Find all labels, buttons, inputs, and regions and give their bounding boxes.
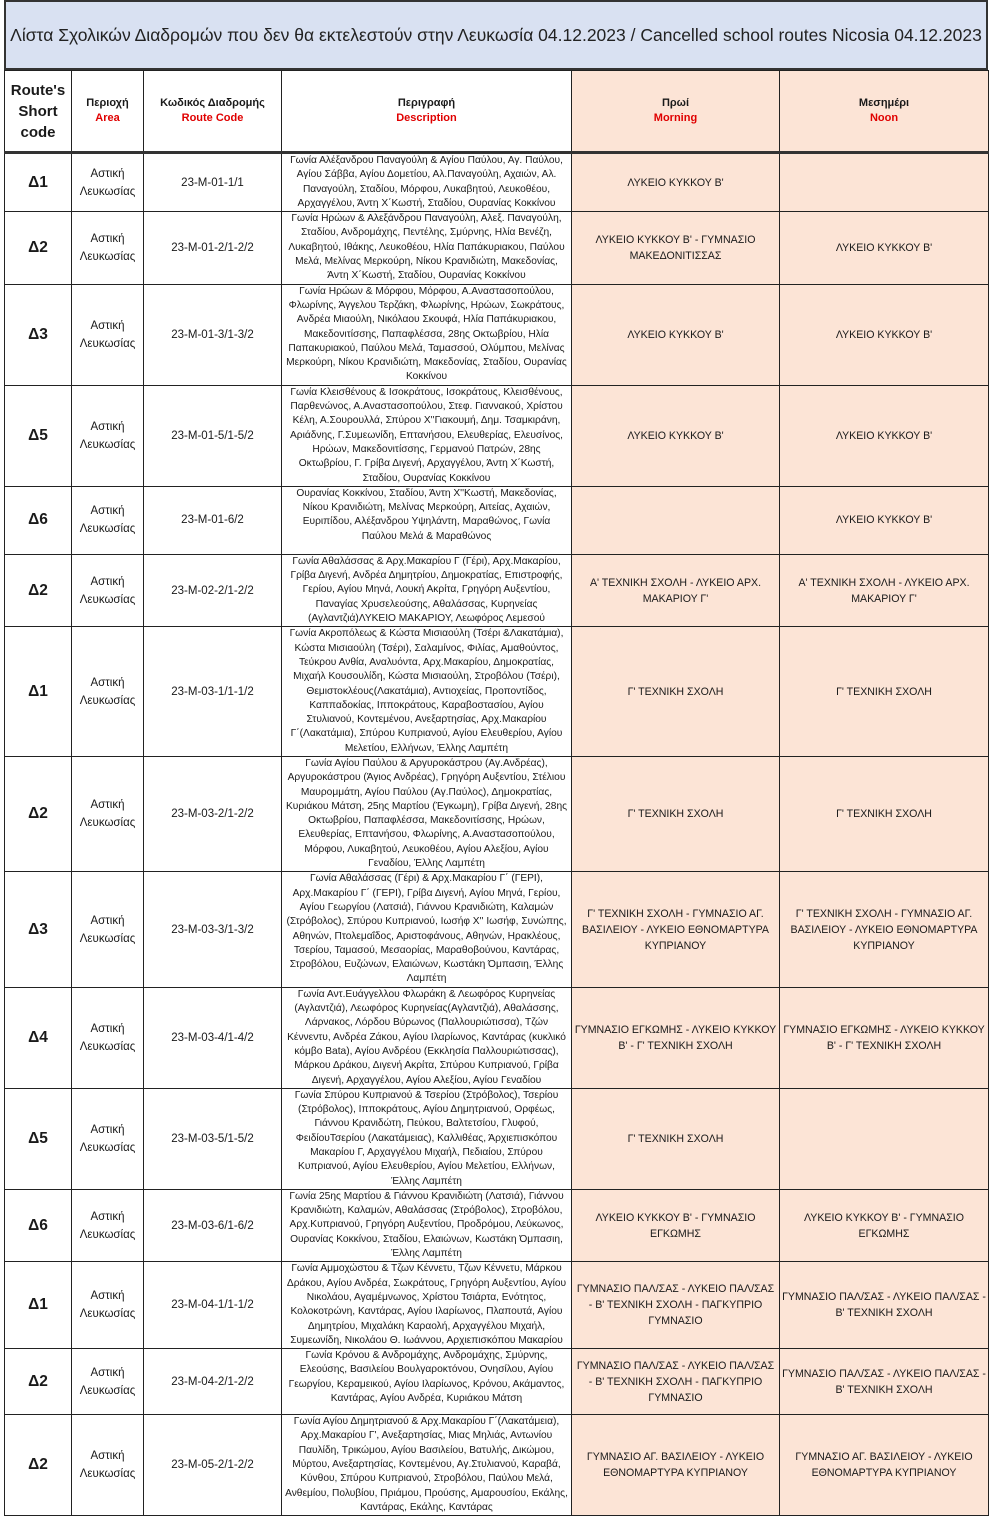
noon-schools: Γ' ΤΕΧΝΙΚΗ ΣΧΟΛΗ [780, 756, 989, 871]
route-area: Αστική Λευκωσίας [72, 1088, 144, 1189]
noon-schools [780, 153, 989, 212]
route-short-code: Δ5 [5, 1088, 72, 1189]
route-code: 23-M-03-3/1-3/2 [144, 872, 282, 987]
noon-schools: ΓΥΜΝΑΣΙΟ ΠΑΛ/ΣΑΣ - ΛΥΚΕΙΟ ΠΑΛ/ΣΑΣ - Β' ΤΕΧΝΙΚΗ ΣΧΟΛΗ [780, 1349, 989, 1415]
header-route-code-gr: Κωδικός Διαδρομής [160, 97, 265, 109]
noon-schools: ΛΥΚΕΙΟ ΚΥΚΚΟΥ Β' [780, 212, 989, 284]
route-short-code: Δ1 [5, 627, 72, 757]
route-code: 23-M-01-5/1-5/2 [144, 385, 282, 486]
header-noon-en: Noon [869, 112, 899, 124]
table-row [5, 1189, 989, 1261]
table-row [5, 486, 989, 554]
table-row [5, 1415, 989, 1516]
document [4, 0, 988, 1516]
table-row [5, 1262, 989, 1349]
table-row [5, 212, 989, 284]
table-row [5, 1088, 989, 1189]
route-short-code: Δ3 [5, 872, 72, 987]
header-morning-en: Morning [653, 112, 698, 124]
noon-schools: ΛΥΚΕΙΟ ΚΥΚΚΟΥ Β' - ΓΥΜΝΑΣΙΟ ΕΓΚΩΜΗΣ [780, 1189, 989, 1261]
noon-schools: ΛΥΚΕΙΟ ΚΥΚΚΟΥ Β' [780, 284, 989, 385]
route-area: Αστική Λευκωσίας [72, 284, 144, 385]
route-description: Ουρανίας Κοκκίνου, Σταδίου, Άντη Χ''Κωστή, Μακεδονίας, Νίκου Κρανιδιώτη, Μελίνας Μερκούρη, Αιτείας, Αχαιών, Ευριπίδου, Αλέξανδρου Υψηλάντη, Μαραθώνος, Γωνία Παύλου Μελά & Μαραθώνος [282, 486, 572, 554]
header-morning [572, 71, 780, 153]
route-area: Αστική Λευκωσίας [72, 1189, 144, 1261]
page-title: Λίστα Σχολικών Διαδρομών που δεν θα εκτελεστούν στην Λευκωσία 04.12.2023 / Cancelled school routes Nicosia 04.12.2023 [4, 0, 988, 70]
table-body [5, 153, 989, 1516]
table-row [5, 627, 989, 757]
route-short-code: Δ2 [5, 1349, 72, 1415]
route-short-code: Δ5 [5, 385, 72, 486]
route-description: Γωνία Αθαλάσσας & Αρχ.Μακαρίου Γ (Γέρι), Αρχ.Μακαρίου, Γρίβα Διγενή, Ανδρέα Δημητρίου, Δημοκρατίας, Επιστροφής, Γερίου, Αγίου Μηνά, Λουκή Ακρίτα, Γρηγόρη Αυξεντίου, Παναγίας Χρυσελεούσης, Αθαλάσσας, Κυρηνείας (Αγλαντζιά)ΛΥΚΕΙΟ ΜΑΚΑΡΙΟΥ, Λεωφόρος Λεμεσού [282, 554, 572, 626]
route-short-code: Δ2 [5, 756, 72, 871]
table-row [5, 284, 989, 385]
header-row [5, 71, 989, 153]
route-area: Αστική Λευκωσίας [72, 987, 144, 1088]
morning-schools: Γ' ΤΕΧΝΙΚΗ ΣΧΟΛΗ [572, 756, 780, 871]
header-area-en: Area [95, 112, 120, 124]
morning-schools: Γ' ΤΕΧΝΙΚΗ ΣΧΟΛΗ [572, 627, 780, 757]
header-short-code: Route's Short code [5, 71, 72, 153]
morning-schools: ΛΥΚΕΙΟ ΚΥΚΚΟΥ Β' [572, 385, 780, 486]
route-short-code: Δ4 [5, 987, 72, 1088]
table-row [5, 1349, 989, 1415]
morning-schools: ΛΥΚΕΙΟ ΚΥΚΚΟΥ Β' - ΓΥΜΝΑΣΙΟ ΕΓΚΩΜΗΣ [572, 1189, 780, 1261]
route-short-code: Δ2 [5, 554, 72, 626]
noon-schools: ΛΥΚΕΙΟ ΚΥΚΚΟΥ Β' [780, 486, 989, 554]
morning-schools: Γ' ΤΕΧΝΙΚΗ ΣΧΟΛΗ [572, 1088, 780, 1189]
route-code: 23-M-01-2/1-2/2 [144, 212, 282, 284]
route-description: Γωνία Ακροπόλεως & Κώστα Μισιαούλη (Τσέρι &Λακατάμια), Κώστα Μισιαούλη (Τσέρι), Σαλαμίνος, Φιλίας, Αμαθούντος, Τεύκρου Ανθία, Αναλυόντα, Αρχ.Μακαρίου, Δημοκρατίας, Μιχαήλ Κουσουλίδη, Κώστα Μισιαούλη, Στροβόλου (Τσέρι), Θεμιστοκλέους(Λακατάμια), Αντιοχείας, Προποντίδος, Καππαδοκίας, Ιπποκράτους, Καραβοστασίου, Αγίου Στυλιανού, Κοντεμένου, Ανεξαρτησίας, Αρχ.Μακαρίου Γ΄(Λακατάμια), Σπύρου Κυπριανού, Αγίου Ελευθερίου, Αγίου Μελετίου, Ελλήνων, Έλλης Λαμπέτη [282, 627, 572, 757]
route-description: Γωνία Αντ.Ευάγγελλου Φλωράκη & Λεωφόρος Κυρηνείας (Αγλαντζιά), Λεωφόρος Κυρηνείας(Αγλαντζιά), Αθαλάσσης, Λάρνακος, Λόρδου Βύρωνος (Παλλουριώτισσα), Τζών Κέννεντυ, Ανδρέα Ζάκου, Αγίου Ιλαρίωνος, Καντάρας (κυκλικό κόμβο Bata), Αγίου Ανδρέου (Εκκλησία Παλλουριώτισσας), Μάρκου Δράκου, Διγενή Ακρίτα, Σπύρου Κυπριανού, Γρίβα Διγενή, Αρχαγγέλου, Αγίου Αλεξίου, Αγίου Γεναδίου [282, 987, 572, 1088]
route-short-code: Δ1 [5, 153, 72, 212]
route-area: Αστική Λευκωσίας [72, 1415, 144, 1516]
route-description: Γωνία Αμμοχώστου & Τζων Κέννετυ, Τζων Κέννετυ, Μάρκου Δράκου, Αγίου Ανδρέα, Σωκράτους, Γρηγόρη Αυξεντίου, Αγίου Νικολάου, Αγαμέμνωνος, Χρίστου Τσιάρτα, Ενότητος, Κολοκοτρώνη, Καντάρας, Αγίου Ιλαρίωνος, Πλαπουτά, Αγίου Δημητρίου, Μιχαλάκη Καραολή, Αρχαγγέλου Μιχαήλ, Συμεωνίδη, Νικολάου Θ. Ιωάννου, Αρχιεπισκόπου Μακαρίου [282, 1262, 572, 1349]
morning-schools: ΛΥΚΕΙΟ ΚΥΚΚΟΥ Β' [572, 284, 780, 385]
noon-schools: ΓΥΜΝΑΣΙΟ ΑΓ. ΒΑΣΙΛΕΙΟΥ - ΛΥΚΕΙΟ ΕΘΝΟΜΑΡΤΥΡΑ ΚΥΠΡΙΑΝΟΥ [780, 1415, 989, 1516]
morning-schools: ΓΥΜΝΑΣΙΟ ΠΑΛ/ΣΑΣ - ΛΥΚΕΙΟ ΠΑΛ/ΣΑΣ - Β' ΤΕΧΝΙΚΗ ΣΧΟΛΗ - ΠΑΓΚΥΠΡΙΟ ΓΥΜΝΑΣΙΟ [572, 1349, 780, 1415]
route-code: 23-M-04-1/1-1/2 [144, 1262, 282, 1349]
route-area: Αστική Λευκωσίας [72, 1349, 144, 1415]
table-row [5, 153, 989, 212]
noon-schools: Γ' ΤΕΧΝΙΚΗ ΣΧΟΛΗ - ΓΥΜΝΑΣΙΟ ΑΓ. ΒΑΣΙΛΕΙΟΥ - ΛΥΚΕΙΟ ΕΘΝΟΜΑΡΤΥΡΑ ΚΥΠΡΙΑΝΟΥ [780, 872, 989, 987]
route-code: 23-M-03-6/1-6/2 [144, 1189, 282, 1261]
noon-schools: ΓΥΜΝΑΣΙΟ ΠΑΛ/ΣΑΣ - ΛΥΚΕΙΟ ΠΑΛ/ΣΑΣ - Β' ΤΕΧΝΙΚΗ ΣΧΟΛΗ [780, 1262, 989, 1349]
route-short-code: Δ3 [5, 284, 72, 385]
route-short-code: Δ2 [5, 212, 72, 284]
header-description [282, 71, 572, 153]
table-row [5, 554, 989, 626]
header-noon-gr: Μεσημέρι [858, 97, 910, 109]
route-short-code: Δ1 [5, 1262, 72, 1349]
routes-table [4, 70, 989, 1516]
noon-schools: ΓΥΜΝΑΣΙΟ ΕΓΚΩΜΗΣ - ΛΥΚΕΙΟ ΚΥΚΚΟΥ Β' - Γ' ΤΕΧΝΙΚΗ ΣΧΟΛΗ [780, 987, 989, 1088]
table-row [5, 385, 989, 486]
route-description: Γωνία 25ης Μαρτίου & Γιάννου Κρανιδιώτη (Λατσιά), Γιάννου Κρανιδιώτη, Καλαμών, Αθαλάσσας (Στρόβολος), Στροβόλου, Αρχ.Κυπριανού, Γρηγόρη Αυξεντίου, Προδρόμου, Λεύκωνος, Ουρανίας Κοκκίνου, Σταδίου, Ελαιώνων, Κωστάκη Όμπασιη, Έλλης Λαμπέτη [282, 1189, 572, 1261]
route-code: 23-M-03-1/1-1/2 [144, 627, 282, 757]
route-short-code: Δ6 [5, 1189, 72, 1261]
header-description-en: Description [396, 112, 457, 124]
route-description: Γωνία Αλέξανδρου Παναγούλη & Αγίου Παύλου, Αγ. Παύλου, Αγίου Σάββα, Αγίου Δομετίου, Αλ.Παναγούλη, Αχαιών, Αλ. Παναγούλη, Σταδίου, Μόρφου, Λυκαβητού, Λευκοθέου, Αρχαγγέλου, Άντη Χ΄Κωστή, Σταδίου, Ουρανίας Κοκκίνου [282, 153, 572, 212]
morning-schools: Α' ΤΕΧΝΙΚΗ ΣΧΟΛΗ - ΛΥΚΕΙΟ ΑΡΧ. ΜΑΚΑΡΙΟΥ Γ' [572, 554, 780, 626]
route-area: Αστική Λευκωσίας [72, 153, 144, 212]
route-area: Αστική Λευκωσίας [72, 486, 144, 554]
route-code: 23-M-01-6/2 [144, 486, 282, 554]
route-code: 23-M-03-2/1-2/2 [144, 756, 282, 871]
route-area: Αστική Λευκωσίας [72, 385, 144, 486]
route-area: Αστική Λευκωσίας [72, 627, 144, 757]
header-noon [780, 71, 989, 153]
morning-schools: ΓΥΜΝΑΣΙΟ ΕΓΚΩΜΗΣ - ΛΥΚΕΙΟ ΚΥΚΚΟΥ Β' - Γ' ΤΕΧΝΙΚΗ ΣΧΟΛΗ [572, 987, 780, 1088]
table-row [5, 756, 989, 871]
header-area [72, 71, 144, 153]
route-short-code: Δ2 [5, 1415, 72, 1516]
route-code: 23-M-05-2/1-2/2 [144, 1415, 282, 1516]
route-description: Γωνία Σπύρου Κυπριανού & Τσερίου (Στρόβολος), Τσερίου (Στρόβολος), Ιπποκράτους, Αγίου Δημητριανού, Ορφέως, Γιάννου Κρανιδώτη, Πεύκου, Βαλτετσίου, Γλυφού, ΦειδίουΤσερίου (Λακατάμειας), Καλλιθέας, Άρχιεπισκόπου Μακαρίου Γ, Αρχαγγέλου Μιχαήλ, Πεδιαίου, Σπύρου Κυπριανού, Αγίου Ελευθερίου, Αγίου Μελετίου, Ελλήνων, Έλλης Λαμπέτη [282, 1088, 572, 1189]
morning-schools: Γ' ΤΕΧΝΙΚΗ ΣΧΟΛΗ - ΓΥΜΝΑΣΙΟ ΑΓ. ΒΑΣΙΛΕΙΟΥ - ΛΥΚΕΙΟ ΕΘΝΟΜΑΡΤΥΡΑ ΚΥΠΡΙΑΝΟΥ [572, 872, 780, 987]
route-code: 23-M-01-1/1 [144, 153, 282, 212]
morning-schools [572, 486, 780, 554]
route-description: Γωνία Ηρώων & Αλεξάνδρου Παναγούλη, Αλεξ. Παναγούλη, Σταδίου, Ανδρομάχης, Πεντέλης, Σμύρνης, Ηλία Βενέζη, Λυκαβητού, Ιθάκης, Λευκοθέου, Ηλία Παπάκυριακου, Παύλου Μελά, Μελίνας Μερκούρη, Νίκου Κρανιδιώτη, Μακεδονίας, Άντη Χ΄Κωστή, Σταδίου, Ουρανίας Κοκκίνου [282, 212, 572, 284]
morning-schools: ΛΥΚΕΙΟ ΚΥΚΚΟΥ Β' [572, 153, 780, 212]
route-code: 23-M-02-2/1-2/2 [144, 554, 282, 626]
noon-schools: ΛΥΚΕΙΟ ΚΥΚΚΟΥ Β' [780, 385, 989, 486]
route-area: Αστική Λευκωσίας [72, 1262, 144, 1349]
route-code: 23-M-03-5/1-5/2 [144, 1088, 282, 1189]
route-description: Γωνία Αθαλάσσας (Γέρι) & Αρχ.Μακαρίου Γ΄ (ΓΕΡΙ), Αρχ.Μακαρίου Γ΄ (ΓΕΡΙ), Γρίβα Διγενή, Αγίου Μηνά, Γερίου, Αγίου Γεωργίου (Λατσιά), Γιάννου Κρανιδιώτη, Καλαμών (Στρόβολος), Σπύρου Κυπριανού, Ιωσήφ Χ'' Ιωσήφ, Συνώπης, Αθηνών, Πτολεμαΐδος, Αριστοφάνους, Αθηνών, Ηρακλέους, Τσερίου, Ταμασού, Μεσαορίας, Μαραθοβούνου, Καντάρας, Στροβόλου, Ευζώνων, Ελαιώνων, Κωστάκη Όμπασιη, Έλλης Λαμπέτη [282, 872, 572, 987]
route-area: Αστική Λευκωσίας [72, 756, 144, 871]
route-description: Γωνία Ηρώων & Μόρφου, Μόρφου, Α.Αναστασοπούλου, Φλωρίνης, Άγγελου Τερζάκη, Φλωρίνης, Ηρώων, Σωκράτους, Ανδρέα Μιαούλη, Νικόλαου Σκουφά, Ηλία Παπάκυριακου, Μακεδονιτίσσης, Παπαφλέσσα, 28ης Οκτωβρίου, Ηλία Παπακυριακού, Παύλου Μελά, Ταμασσού, Ολύμπου, Μελίνας Μερκούρη, Νίκου Κρανιδιώτη, Μακεδονίας, Σταδίου, Ουρανίας Κοκκίνου [282, 284, 572, 385]
header-morning-gr: Πρωί [661, 97, 690, 109]
table-row [5, 987, 989, 1088]
morning-schools: ΛΥΚΕΙΟ ΚΥΚΚΟΥ Β' - ΓΥΜΝΑΣΙΟ ΜΑΚΕΔΟΝΙΤΙΣΣΑΣ [572, 212, 780, 284]
header-description-gr: Περιγραφή [397, 97, 456, 109]
header-route-code [144, 71, 282, 153]
route-description: Γωνία Αγίου Παύλου & Αργυροκάστρου (Αγ.Ανδρέας), Αργυροκάστρου (Άγιος Ανδρέας), Γρηγόρη Αυξεντίου, Στέλιου Μαυρομμάτη, Αγίου Παύλου (Αγ.Παύλος), Δημοκρατίας, Κυριάκου Μάτση, 25ης Μαρτίου (Έγκωμη), Γρίβα Διγενή, 28ης Οκτωβρίου, Παπαφλέσσα, Μακεδονιτίσσης, Ηρώων, Ελευθερίας, Επτανήσου, Φλωρίνης, Α.Αναστασοπούλου, Μόρφου, Λυκαβητού, Λευκοθέου, Αγίου Αλεξίου, Αγίου Γεναδίου, Έλλης Λαμπέτη [282, 756, 572, 871]
route-description: Γωνία Αγίου Δημητριανού & Αρχ.Μακαρίου Γ΄(Λακατάμεια), Αρχ.Μακαρίου Γ', Ανεξαρτησίας, Μιας Μηλιάς, Αντωνίου Παυλίδη, Τρικώμου, Αγίου Βασιλείου, Βατυλής, Δικώμου, Μύρτου, Ανεξαρτησίας, Κοντεμένου, Αγ.Στυλιανού, Καραβά, Κύνθου, Σπύρου Κυπριανού, Στροβόλου, Παύλου Μελά, Ανθεμίου, Πολυβίου, Πριάμου, Προύσης, Αμαρουσίου, Εκάλης, Καντάρας, Εκάλης, Καντάρας [282, 1415, 572, 1516]
header-area-gr: Περιοχή [86, 97, 129, 109]
route-area: Αστική Λευκωσίας [72, 872, 144, 987]
route-description: Γωνία Κρόνου & Ανδρομάχης, Ανδρομάχης, Σμύρνης, Ελεούσης, Βασιλείου Βουλγαροκτόνου, Ονησίλου, Αγίου Γεωργίου, Κεραμεικού, Αγίου Ιλαρίωνος, Κρόνου, Ακάμαντος, Καντάρας, Αγίου Ανδρέα, Κυριάκου Μάτση [282, 1349, 572, 1415]
route-code: 23-M-03-4/1-4/2 [144, 987, 282, 1088]
route-area: Αστική Λευκωσίας [72, 554, 144, 626]
noon-schools: Α' ΤΕΧΝΙΚΗ ΣΧΟΛΗ - ΛΥΚΕΙΟ ΑΡΧ. ΜΑΚΑΡΙΟΥ Γ' [780, 554, 989, 626]
route-code: 23-M-01-3/1-3/2 [144, 284, 282, 385]
noon-schools [780, 1088, 989, 1189]
table-row [5, 872, 989, 987]
header-route-code-en: Route Code [181, 112, 244, 124]
morning-schools: ΓΥΜΝΑΣΙΟ ΑΓ. ΒΑΣΙΛΕΙΟΥ - ΛΥΚΕΙΟ ΕΘΝΟΜΑΡΤΥΡΑ ΚΥΠΡΙΑΝΟΥ [572, 1415, 780, 1516]
route-description: Γωνία Κλεισθένους & Ισοκράτους, Ισοκράτους, Κλεισθένους, Παρθενώνος, Α.Αναστασοπούλου, Στεφ. Γιαννακού, Χρίστου Κέλη, Α.Σουρουλλά, Σπύρου Χ''Γιακουμή, Δημ. Τσαμκιράνη, Αριάδνης, Γ.Συμεωνίδη, Επτανήσου, Ελευθερίας, Ελευσίνος, Ηρώων, Μακεδονιτίσσης, Γερμανού Πατρών, 28ης Οκτωβρίου, Γ. Γρίβα Διγενή, Αρχαγγέλου, Άντη Χ΄Κωστή, Σταδίου, Ουρανίας Κοκκίνου [282, 385, 572, 486]
route-area: Αστική Λευκωσίας [72, 212, 144, 284]
route-short-code: Δ6 [5, 486, 72, 554]
morning-schools: ΓΥΜΝΑΣΙΟ ΠΑΛ/ΣΑΣ - ΛΥΚΕΙΟ ΠΑΛ/ΣΑΣ - Β' ΤΕΧΝΙΚΗ ΣΧΟΛΗ - ΠΑΓΚΥΠΡΙΟ ΓΥΜΝΑΣΙΟ [572, 1262, 780, 1349]
route-code: 23-M-04-2/1-2/2 [144, 1349, 282, 1415]
noon-schools: Γ' ΤΕΧΝΙΚΗ ΣΧΟΛΗ [780, 627, 989, 757]
